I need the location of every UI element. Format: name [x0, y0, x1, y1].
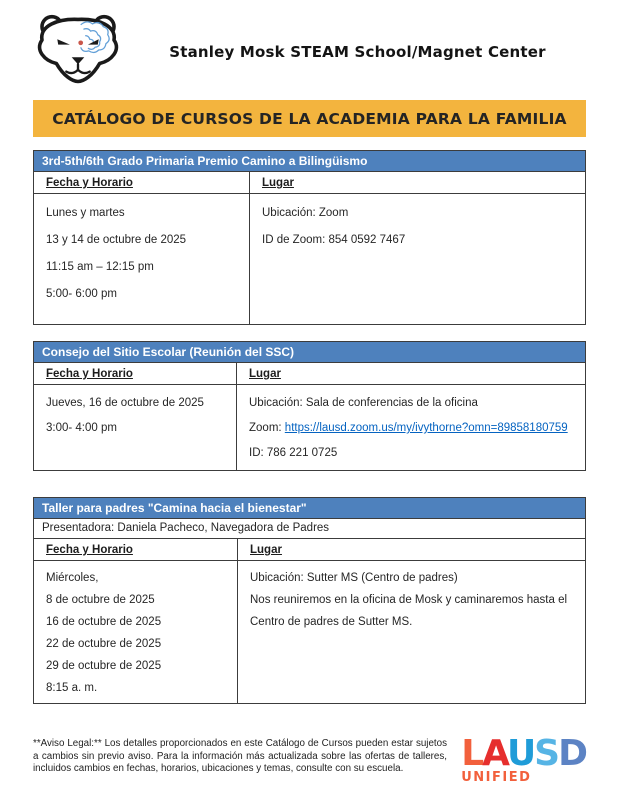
presenter-row: Presentadora: Daniela Pacheco, Navegadora de Padres — [34, 519, 585, 539]
lugar-cell — [238, 561, 585, 703]
cell-line: 13 y 14 de octubre de 2025 — [46, 234, 187, 246]
link-prefix: Zoom: — [249, 422, 285, 434]
cell-line: Miércoles, — [46, 572, 99, 584]
col-header-lugar: Lugar — [249, 368, 281, 380]
cell-line: 3:00- 4:00 pm — [46, 422, 117, 434]
column-header-row — [34, 172, 585, 194]
bear-brain-icon — [33, 14, 123, 86]
catalog-title-banner: CATÁLOGO DE CURSOS DE LA ACADEMIA PARA LA FAMILIA — [33, 100, 586, 137]
table-title: Consejo del Sitio Escolar (Reunión del SSC) — [34, 342, 585, 363]
page-header — [33, 14, 586, 90]
school-bear-logo-icon — [33, 14, 129, 91]
cell-line: 22 de octubre de 2025 — [46, 638, 162, 650]
table-body-row — [34, 561, 585, 703]
lugar-cell — [250, 194, 585, 324]
table-title: 3rd-5th/6th Grado Primaria Premio Camino a Bilingüismo — [34, 151, 585, 172]
lausd-letter: D — [558, 733, 586, 774]
cell-line: 11:15 am – 12:15 pm — [46, 261, 154, 273]
lausd-wordmark — [461, 733, 586, 774]
cell-line: Jueves, 16 de octubre de 2025 — [46, 397, 204, 409]
lausd-letter: L — [461, 733, 483, 774]
table-body-row — [34, 194, 585, 324]
cell-line: 8 de octubre de 2025 — [46, 594, 155, 606]
cell-line: Lunes y martes — [46, 207, 125, 219]
cell-line: Ubicación: Sutter MS (Centro de padres) — [250, 572, 458, 584]
page-footer — [33, 733, 586, 785]
table-bilingual-award — [33, 150, 586, 325]
cell-line: ID de Zoom: 854 0592 7467 — [262, 234, 406, 246]
school-name: Stanley Mosk STEAM School/Magnet Center — [169, 43, 546, 61]
table-parent-workshop — [33, 497, 586, 704]
col-header-fecha: Fecha y Horario — [34, 363, 237, 384]
cell-line — [249, 416, 579, 441]
lugar-cell — [237, 385, 585, 470]
col-header-fecha: Fecha y Horario — [34, 172, 250, 193]
lausd-letter: S — [534, 733, 559, 774]
cell-line: Centro de padres de Sutter MS. — [250, 616, 413, 628]
cell-line: Ubicación: Zoom — [262, 207, 349, 219]
column-header-row — [34, 363, 585, 385]
col-header-fecha: Fecha y Horario — [34, 539, 238, 560]
table-body-row — [34, 385, 585, 470]
cell-line: 29 de octubre de 2025 — [46, 660, 162, 672]
cell-line: Ubicación: Sala de conferencias de la oficina — [249, 397, 478, 409]
fecha-horario-cell — [34, 561, 238, 703]
cell-line: ID: 786 221 0725 — [249, 447, 338, 459]
zoom-meeting-link[interactable]: https://lausd.zoom.us/my/ivythorne?omn=89858180759 — [284, 422, 568, 434]
table-ssc-meeting — [33, 341, 586, 471]
legal-notice: **Aviso Legal:** Los detalles proporcionados en este Catálogo de Cursos pueden estar sujetos a cambios sin previo aviso. Para la información más actualizada sobre las ofertas de talleres, incluidos cambios en fechas, horarios, ubicaciones y temas, consulte con su escuela. — [33, 738, 447, 775]
fecha-horario-cell — [34, 194, 250, 324]
unified-label: UNIFIED — [461, 770, 532, 785]
column-header-row — [34, 539, 585, 561]
col-header-lugar: Lugar — [250, 544, 282, 556]
lausd-letter: U — [506, 733, 535, 774]
cell-line: Nos reuniremos en la oficina de Mosk y caminaremos hasta el — [250, 594, 568, 606]
table-title: Taller para padres "Camina hacia el bienestar" — [34, 498, 585, 519]
cell-line: 8:15 a. m. — [46, 682, 98, 694]
fecha-horario-cell — [34, 385, 237, 470]
lausd-unified-logo — [461, 733, 586, 785]
lausd-letter: A — [482, 733, 507, 774]
col-header-lugar: Lugar — [262, 177, 294, 189]
cell-line: 16 de octubre de 2025 — [46, 616, 162, 628]
cell-line: 5:00- 6:00 pm — [46, 288, 117, 300]
